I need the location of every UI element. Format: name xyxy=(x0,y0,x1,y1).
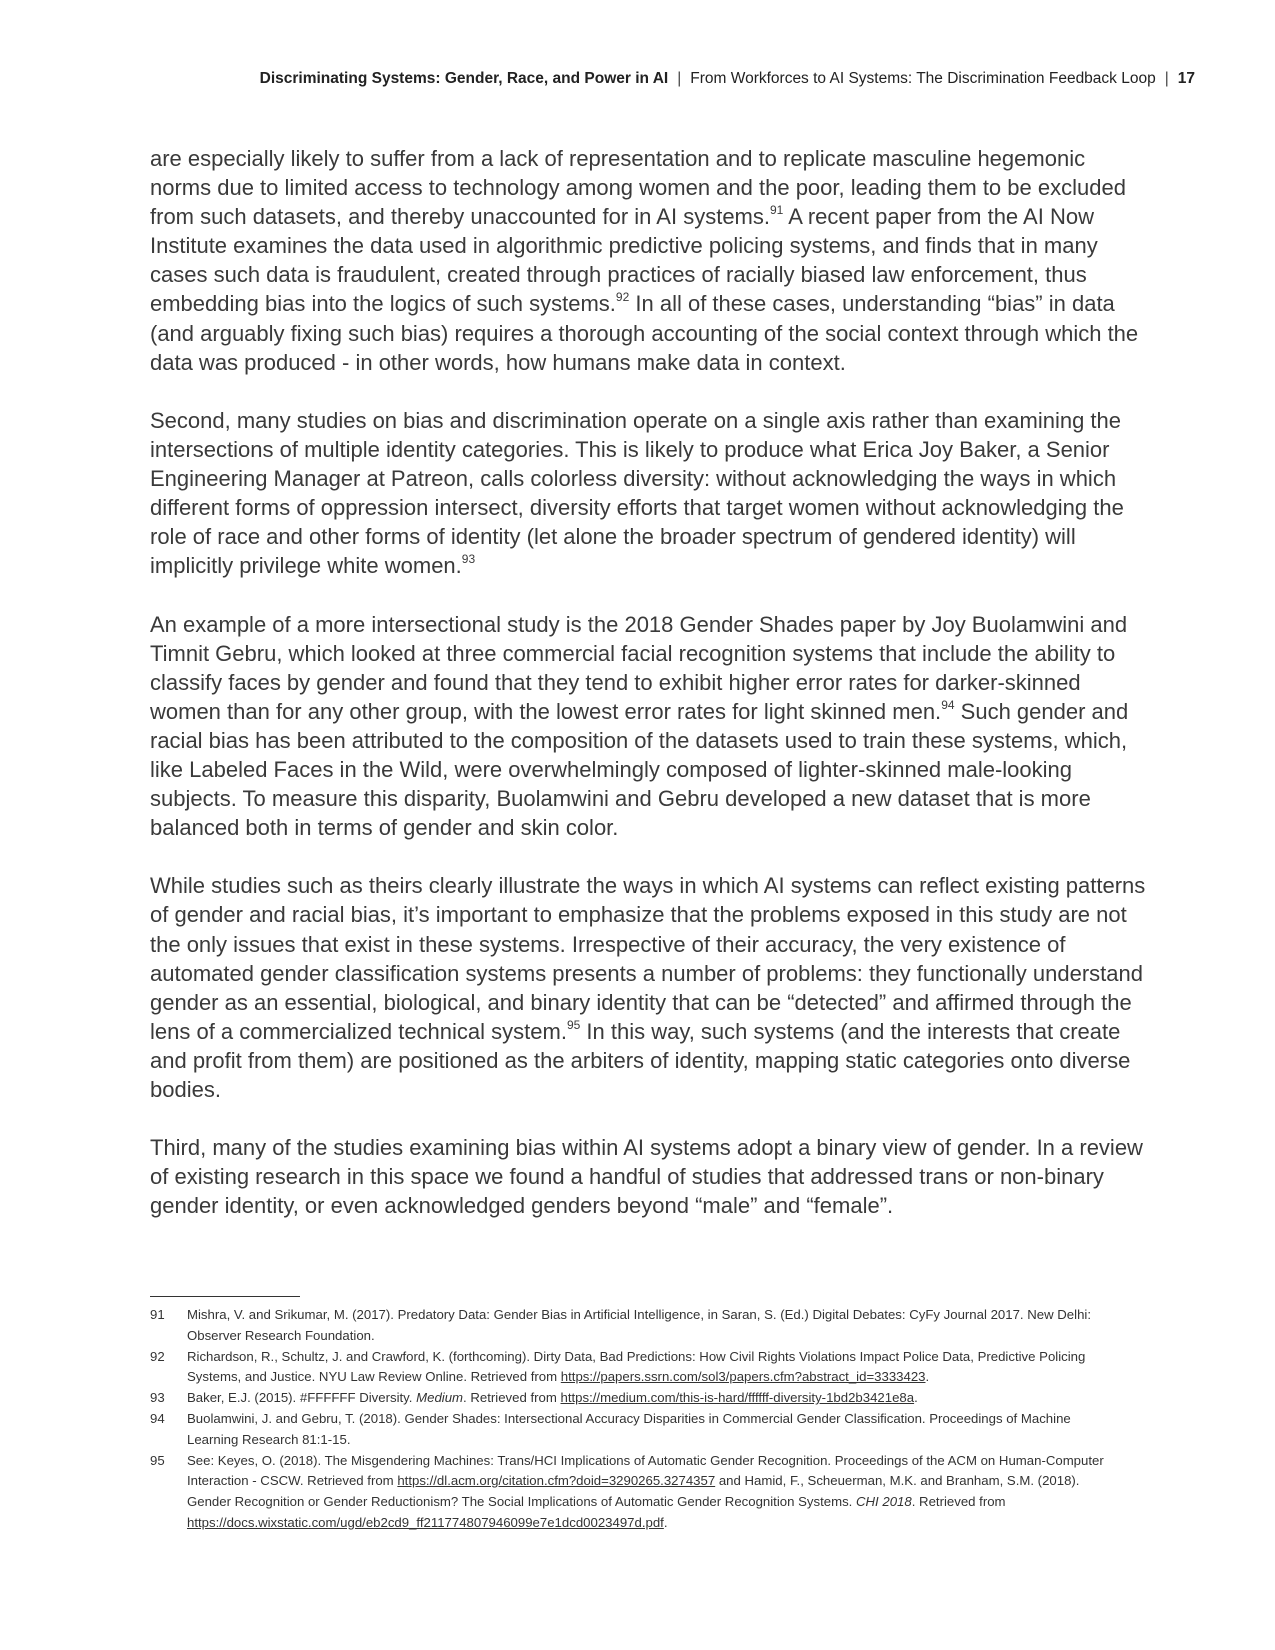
footnote-text: Baker, E.J. (2015). #FFFFFF Diversity. xyxy=(187,1390,417,1406)
paragraph-text: Third, many of the studies examining bias within AI systems adopt a binary view of gender. In a review of existing research in this space we found a handful of studies that addressed trans or non-binary gender identity, or even acknowledged genders beyond “male” and “female”. xyxy=(150,1135,1143,1219)
footnote-text: Richardson, R., Schultz, J. and Crawford, K. (forthcoming). Dirty Data, Bad Predictions: How Civil Rights Violations Impact Police Data, Predictive Policing Systems, and Justice. NYU Law Review Online. Retrieved from xyxy=(187,1348,1086,1385)
footnote-93 xyxy=(150,1388,1110,1409)
footnote-italic: CHI 2018 xyxy=(856,1494,912,1510)
paragraph-3 xyxy=(150,610,1150,843)
footnote-91 xyxy=(150,1305,1110,1347)
footnote-text: Mishra, V. and Srikumar, M. (2017). Predatory Data: Gender Bias in Artificial Intelligence, in Saran, S. (Ed.) Digital Debates: CyFy Journal 2017. New Delhi: Observer Research Foundation. xyxy=(187,1307,1091,1343)
paragraph-text: are especially likely to suffer from a lack of representation and to replicate masculine hegemonic norms due to limited access to technology among women and the poor, leading them to be excluded from such datasets, and thereby unaccounted for in AI systems. xyxy=(150,146,1126,230)
header-separator: | xyxy=(677,70,682,87)
document-title: Discriminating Systems: Gender, Race, and Power in AI xyxy=(259,70,669,87)
footnote-link[interactable]: https://medium.com/this-is-hard/ffffff-diversity-1bd2b3421e8a xyxy=(560,1390,915,1406)
body-text xyxy=(150,144,1150,1250)
footnote-ref-92[interactable]: 92 xyxy=(615,290,630,305)
section-title: From Workforces to AI Systems: The Discrimination Feedback Loop xyxy=(690,70,1156,87)
footnote-ref-93[interactable]: 93 xyxy=(461,552,476,567)
footnote-link[interactable]: https://docs.wixstatic.com/ugd/eb2cd9_ff211774807946099e7e1dcd0023497d.pdf xyxy=(187,1514,664,1530)
footnote-text: . xyxy=(914,1390,918,1406)
footnote-number: 95 xyxy=(150,1452,165,1468)
paragraph-1 xyxy=(150,144,1150,377)
footnote-number: 93 xyxy=(150,1390,165,1406)
paragraph-text: Second, many studies on bias and discrimination operate on a single axis rather than examining the intersections of multiple identity categories. This is likely to produce what Erica Joy Baker, a Senior Engineering Manager at Patreon, calls colorless diversity: without acknowledging the ways in which different forms of oppression intersect, diversity efforts that target women without acknowledging the role of race and other forms of identity (let alone the broader spectrum of gendered identity) will implicitly privilege white women. xyxy=(150,407,1124,579)
footnote-link[interactable]: https://papers.ssrn.com/sol3/papers.cfm?abstract_id=3333423 xyxy=(560,1369,926,1385)
paragraph-text: An example of a more intersectional study is the 2018 Gender Shades paper by Joy Buolamwini and Timnit Gebru, which looked at three commercial facial recognition systems that include the ability to classify faces by gender and found that they tend to exhibit higher error rates for darker-skinned women than for any other group, with the lowest error rates for light skinned men. xyxy=(150,611,1128,724)
paragraph-text: In all of these cases, understanding “bias” in data (and arguably fixing such bias) requires a thorough accounting of the social context through which the data was produced - in other words, how humans make data in context. xyxy=(150,291,1139,375)
footnote-number: 91 xyxy=(150,1307,165,1322)
footnote-92 xyxy=(150,1347,1110,1389)
footnote-ref-94[interactable]: 94 xyxy=(941,697,955,712)
page-number: 17 xyxy=(1177,70,1195,87)
footnotes xyxy=(150,1305,1110,1534)
footnote-divider xyxy=(150,1296,300,1297)
footnote-ref-95[interactable]: 95 xyxy=(566,1017,581,1032)
footnote-text: . Retrieved from xyxy=(463,1390,561,1406)
footnote-body xyxy=(187,1451,1110,1534)
footnote-text: See: Keyes, O. (2018). The Misgendering Machines: Trans/HCI Implications of Automatic Gender Recognition. Proceedings of the ACM on Human-Computer Interaction - CSCW. Retrieved from xyxy=(187,1452,1104,1489)
running-header xyxy=(260,70,1195,88)
footnote-text: . Retrieved from xyxy=(911,1494,1006,1510)
paragraph-text: In this way, such systems (and the interests that create and profit from them) are positioned as the arbiters of identity, mapping static categories onto diverse bodies. xyxy=(150,1018,1131,1102)
footnote-95 xyxy=(150,1451,1110,1534)
footnote-number: 94 xyxy=(150,1410,165,1426)
footnote-text: . xyxy=(925,1369,930,1385)
footnote-text: . xyxy=(663,1514,668,1530)
footnote-body xyxy=(187,1347,1110,1389)
paragraph-2 xyxy=(150,406,1150,581)
footnote-ref-91[interactable]: 91 xyxy=(770,203,784,218)
header-separator: | xyxy=(1164,70,1169,87)
footnote-text: Buolamwini, J. and Gebru, T. (2018). Gender Shades: Intersectional Accuracy Disparities in Commercial Gender Classification. Proceedings of Machine Learning Research 81:1-15. xyxy=(187,1410,1071,1447)
footnote-body xyxy=(187,1388,1110,1409)
paragraph-text: Such gender and racial bias has been attributed to the composition of the datasets used to train these systems, which, like Labeled Faces in the Wild, were overwhelmingly composed of lighter-skinned male-looking subjects. To measure this disparity, Buolamwini and Gebru developed a new dataset that is more balanced both in terms of gender and skin color. xyxy=(150,698,1129,841)
footnote-text: and Hamid, F., Scheuerman, M.K. and Branham, S.M. (2018). Gender Recognition or Gender Reductionism? The Social Implications of Automatic Gender Recognition Systems. xyxy=(187,1473,1080,1510)
footnote-94 xyxy=(150,1409,1110,1451)
paragraph-text: While studies such as theirs clearly illustrate the ways in which AI systems can reflect existing patterns of gender and racial bias, it’s important to emphasize that the problems exposed in this study are not the only issues that exist in these systems. Irrespective of their accuracy, the very existence of automated gender classification systems presents a number of problems: they functionally understand gender as an essential, biological, and binary identity that can be “detected” and affirmed through the lens of a commercialized technical system. xyxy=(150,873,1146,1044)
paragraph-5 xyxy=(150,1133,1150,1220)
paragraph-4 xyxy=(150,871,1150,1104)
footnote-link[interactable]: https://dl.acm.org/citation.cfm?doid=3290265.3274357 xyxy=(397,1473,716,1489)
footnote-number: 92 xyxy=(150,1348,165,1364)
paragraph-text: A recent paper from the AI Now Institute examines the data used in algorithmic predictive policing systems, and finds that in many cases such data is fraudulent, created through practices of racially biased law enforcement, thus embedding bias into the logics of such systems. xyxy=(150,204,1098,317)
footnote-italic: Medium xyxy=(416,1390,464,1406)
